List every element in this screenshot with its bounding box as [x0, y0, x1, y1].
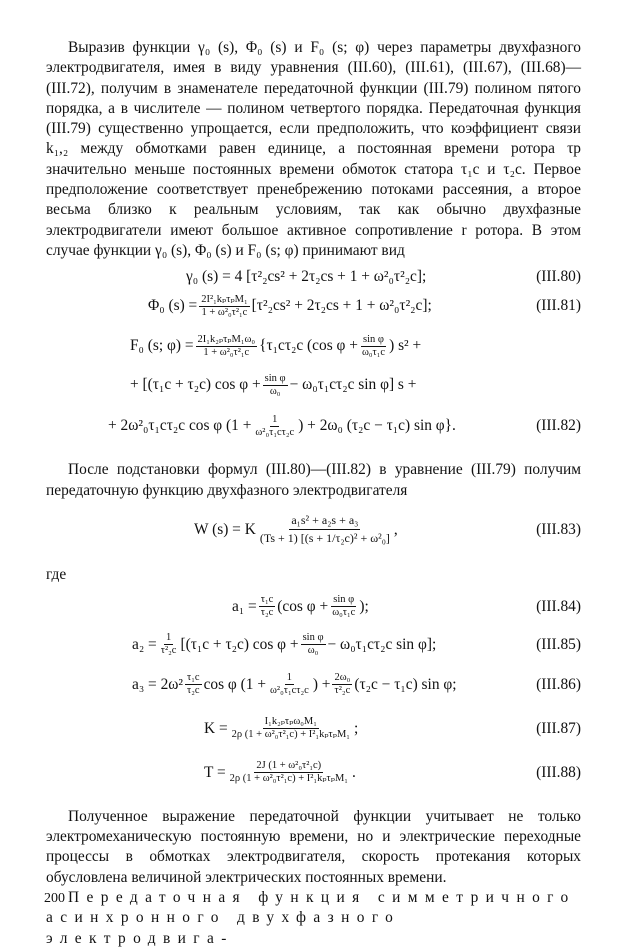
equation-lhs: a₃ = 2ω² [132, 675, 184, 693]
equation-part: + 2ω²₀τ₁cτ₂c cos φ (1 + [108, 417, 252, 435]
equation-number: (III.82) [536, 417, 581, 435]
numerator: sin φ [363, 333, 384, 345]
equation-part: − ω₀τ₁cτ₂c sin φ] s + [289, 376, 417, 394]
equation-iii-81 [46, 290, 581, 322]
numerator: 1 [286, 672, 293, 684]
numerator: τ₁c [260, 594, 274, 606]
equation-iii-82-line1 [46, 326, 581, 366]
denominator: ω₀τ₁c [361, 346, 386, 358]
equation-number: (III.83) [536, 520, 581, 538]
equation-rhs: ); [359, 597, 369, 615]
denominator: (Ts + 1) [(s + 1/τ₂c)² + ω²₀] [259, 531, 390, 546]
denominator: ω₀ [269, 385, 281, 397]
numerator: 1 [272, 413, 278, 425]
fraction [258, 512, 392, 547]
fraction [196, 334, 258, 359]
equation-rhs: − ω₀τ₁cτ₂c sin φ]; [327, 635, 437, 653]
fraction [268, 672, 311, 697]
equation-number: (III.81) [536, 297, 581, 315]
equation-rhs: ; [353, 719, 359, 737]
equation-rhs: , [393, 520, 398, 538]
equation-iii-84 [46, 589, 581, 625]
equation-lhs: F₀ (s; φ) = [130, 337, 194, 355]
equation-number: (III.86) [536, 675, 581, 693]
equation-lhs: Φ₀ (s) = [148, 297, 198, 315]
equation-iii-80-body: γ₀ (s) = 4 [τ²₂cs² + 2τ₂cs + 1 + ω²₀τ²₂c]; [186, 268, 427, 286]
numerator: 1 [165, 632, 172, 644]
equation-lhs: T = [204, 763, 226, 781]
page-content [46, 38, 581, 949]
denominator: 2ρ (1 + ω²₀τ²₁c) + I²₁kₚτₚM₁ [229, 773, 348, 785]
denominator: ω₀ [307, 645, 319, 657]
equation-iii-87 [46, 709, 581, 749]
numerator: I₁k₂ₚτₚω₀M₁ [264, 716, 317, 728]
equation-number: (III.84) [536, 597, 581, 615]
denominator: ω²₀τ₁cτ₂c [270, 685, 309, 697]
equation-part: ) + 2ω₀ (τ₂c − τ₁c) sin φ}. [298, 417, 456, 435]
fraction [253, 414, 296, 439]
denominator: 1 + ω²₀τ²₁c [201, 306, 248, 318]
equation-part: cos φ (1 + [203, 675, 267, 693]
numerator: sin φ [333, 594, 355, 606]
equation-rhs: (τ₂c − τ₁c) sin φ; [354, 675, 457, 693]
denominator: τ₂c [260, 607, 274, 619]
where-label: где [46, 565, 67, 583]
numerator: τ₁c [187, 672, 200, 684]
equation-iii-85 [46, 627, 581, 663]
denominator: τ₂c [187, 685, 200, 697]
fraction [301, 632, 326, 657]
equation-part: {τ₁cτ₂c (cos φ + [259, 337, 358, 355]
equation-rhs: [τ²₂cs² + 2τ₂cs + 1 + ω²₀τ²₂c]; [251, 297, 432, 315]
equation-lhs: a₂ = [132, 635, 157, 653]
numerator: sin φ [264, 372, 286, 384]
fraction [332, 672, 352, 697]
denominator: τ²₂c [160, 645, 177, 657]
paragraph-next-line2: асинхронного двухфазного электродвига- [46, 909, 401, 947]
equation-part: [(τ₁c + τ₂c) cos φ + [180, 635, 299, 653]
equation-iii-82-line3 [46, 404, 581, 448]
fraction [360, 334, 387, 359]
fraction [159, 632, 179, 657]
equation-number: (III.87) [536, 719, 581, 737]
equation-iii-86 [46, 665, 581, 705]
fraction [263, 373, 288, 398]
equation-number: (III.80) [536, 268, 581, 286]
paragraph-intro: Выразив функции γ₀ (s), Φ₀ (s) и F₀ (s; φ) через параметры двухфазного электродвигателя, имея в виду уравнения (III.60), (III.61), (III.67), (III.68)—(III.72), получим в знаменателе передаточной функции (III.79) полином пятого порядка, а в числителе — полином четвертого порядка. Передаточная функция (III.79) существенно упрощается, если предположить, что коэффициент связи k₁,₂ между обмотками равен единице, а постоянная времени ротора τр значительно меньше постоянных времени обмоток статора τ₁c и τ₂c. Первое предположение соответствует пренебрежению потоками рассеяния, а второе весьма близко к реальным условиям, так как обычно двухфазные электродвигатели имеют большое активное сопротивление r ротора. В этом случае функции γ₀ (s), Φ₀ (s) и F₀ (s; φ) принимают вид [46, 39, 581, 259]
equation-number: (III.85) [536, 635, 581, 653]
equation-part: + [(τ₁c + τ₂c) cos φ + [130, 376, 261, 394]
equation-lhs: W (s) = K [194, 520, 256, 538]
equation-part: (cos φ + [277, 597, 329, 615]
equation-number: (III.88) [536, 763, 581, 781]
equation-part: ) s² + [389, 337, 422, 355]
numerator: 2ω₀ [334, 672, 351, 684]
fraction [228, 760, 350, 785]
page-number: 200 [44, 891, 65, 906]
denominator: ω²₀τ₁cτ₂c [255, 426, 295, 438]
fraction [330, 594, 357, 619]
fraction [259, 594, 276, 619]
denominator: 1 + ω²₀τ²₁c [203, 346, 250, 358]
equation-iii-82-line2 [46, 366, 581, 404]
numerator: 2I₁k₂ₚτₚM₁ω₀ [197, 333, 256, 345]
equation-rhs: . [351, 763, 356, 781]
denominator: τ²₂c [334, 685, 351, 697]
denominator: ω₀τ₁c [332, 607, 356, 619]
equation-lhs: a₁ = [232, 597, 257, 615]
numerator: a₁s² + a₂s + a₃ [289, 512, 360, 530]
paragraph-next-line1: Передаточная функция симметричного [68, 889, 576, 907]
equation-iii-83 [46, 501, 581, 559]
equation-lhs: K = [204, 719, 228, 737]
numerator: 2J (1 + ω²₀τ²₁c) [256, 760, 322, 772]
fraction [185, 672, 202, 697]
equation-iii-88 [46, 753, 581, 793]
numerator: 2I²₁kₚτₚM₁ [201, 293, 248, 305]
paragraph-conclusion: Полученное выражение передаточной функции учитывает не только электромеханическую постоянную времени, но и электрические переходные процессы в обмотках электродвигателя, скорость протекания которых обусловлена величиной электрических постоянных времени. [46, 807, 581, 886]
numerator: sin φ [302, 632, 324, 644]
equation-iii-80 [46, 264, 581, 290]
fraction [230, 716, 352, 741]
equation-part: ) + [312, 675, 331, 693]
fraction [199, 294, 249, 319]
paragraph-substitution: После подстановки формул (III.80)—(III.82) в уравнение (III.79) получим передаточную функцию двухфазного электродвигателя [46, 461, 581, 499]
denominator: 2ρ (1 + ω²₀τ²₁c) + I²₁kₚτₚM₁ [231, 729, 350, 741]
